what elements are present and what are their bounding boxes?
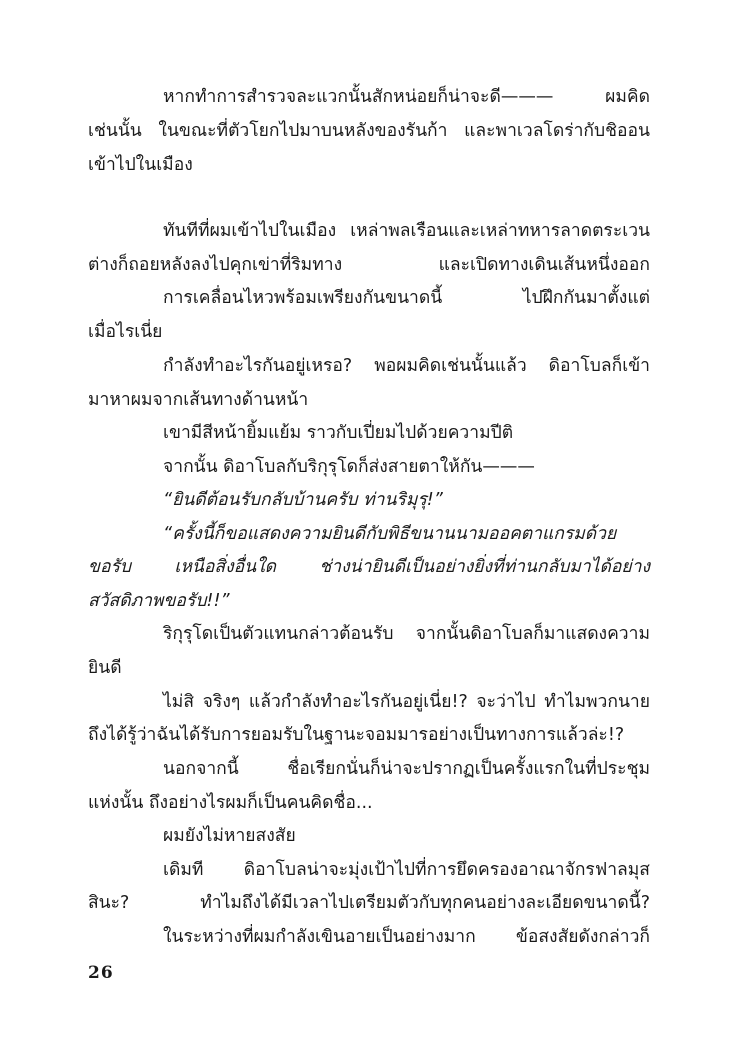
text-line: ถึงได้รู้ว่าฉันได้รับการยอมรับในฐานะจอมมารอย่างเป็นทางการแล้วล่ะ!? xyxy=(88,725,625,745)
text-line: สินะ? ทำไมถึงได้มีเวลาไปเตรียมตัวกับทุกคนอย่างละเอียดขนาดนี้? xyxy=(88,893,650,913)
text-line: ต่างก็ถอยหลังลงไปคุกเข่าที่ริมทาง และเปิดทางเดินเส้นหนึ่งออก xyxy=(88,255,650,275)
dialogue-line: สวัสดิภาพขอรับ!!” xyxy=(88,591,230,611)
text-line: ไม่สิ จริงๆ แล้วกำลังทำอะไรกันอยู่เนี่ย!? จะว่าไป ทำไมพวกนาย xyxy=(163,692,650,712)
page-number: 26 xyxy=(88,963,114,983)
text-line: แห่งนั้น ถึงอย่างไรผมก็เป็นคนคิดชื่อ... xyxy=(88,793,373,813)
text-line: ทันทีที่ผมเข้าไปในเมือง เหล่าพลเรือนและเหล่าทหารลาดตระเวน xyxy=(163,221,650,241)
text-line: มาหาผมจากเส้นทางด้านหน้า xyxy=(88,390,309,410)
text-line: การเคลื่อนไหวพร้อมเพรียงกันขนาดนี้ ไปฝึกกันมาตั้งแต่ xyxy=(163,288,650,308)
dialogue-line: “ครั้งนี้ก็ขอแสดงความยินดีกับพิธีขนานนามออคตาแกรมด้วย xyxy=(163,524,617,544)
text-line: จากนั้น ดิอาโบลกับริกุรุโดก็ส่งสายตาให้กัน——— xyxy=(163,457,535,477)
text-line: กำลังทำอะไรกันอยู่เหรอ? พอผมคิดเช่นนั้นแล้ว ดิอาโบลก็เข้า xyxy=(163,356,650,376)
text-line: ผมยังไม่หายสงสัย xyxy=(163,826,296,846)
text-line: หากทำการสำรวจละแวกนั้นสักหน่อยก็น่าจะดี——— ผมคิด xyxy=(163,87,650,107)
text-line: นอกจากนี้ ชื่อเรียกนั่นก็น่าจะปรากฏเป็นครั้งแรกในที่ประชุม xyxy=(163,759,650,779)
text-line: เดิมที ดิอาโบลน่าจะมุ่งเป้าไปที่การยึดครองอาณาจักรฟาลมุส xyxy=(163,860,650,880)
text-line: เมื่อไรเนี่ย xyxy=(88,322,163,342)
text-line: เช่นนั้น ในขณะที่ตัวโยกไปมาบนหลังของรันก้า และพาเวลโดร่ากับชิออน xyxy=(88,121,650,141)
text-line: ริกุรุโดเป็นตัวแทนกล่าวต้อนรับ จากนั้นดิอาโบลก็มาแสดงความ xyxy=(163,624,650,644)
text-line: เข้าไปในเมือง xyxy=(88,155,193,175)
dialogue-line: “ยินดีต้อนรับกลับบ้านครับ ท่านริมุรุ!” xyxy=(163,490,443,510)
text-line: ยินดี xyxy=(88,658,122,678)
text-line: เขามีสีหน้ายิ้มแย้ม ราวกับเปี่ยมไปด้วยความปีติ xyxy=(163,423,514,443)
text-line: ในระหว่างที่ผมกำลังเขินอายเป็นอย่างมาก ข้อสงสัยดังกล่าวก็ xyxy=(163,927,650,947)
dialogue-line: ขอรับ เหนือสิ่งอื่นใด ช่างน่ายินดีเป็นอย่างยิ่งที่ท่านกลับมาได้อย่าง xyxy=(88,557,650,577)
